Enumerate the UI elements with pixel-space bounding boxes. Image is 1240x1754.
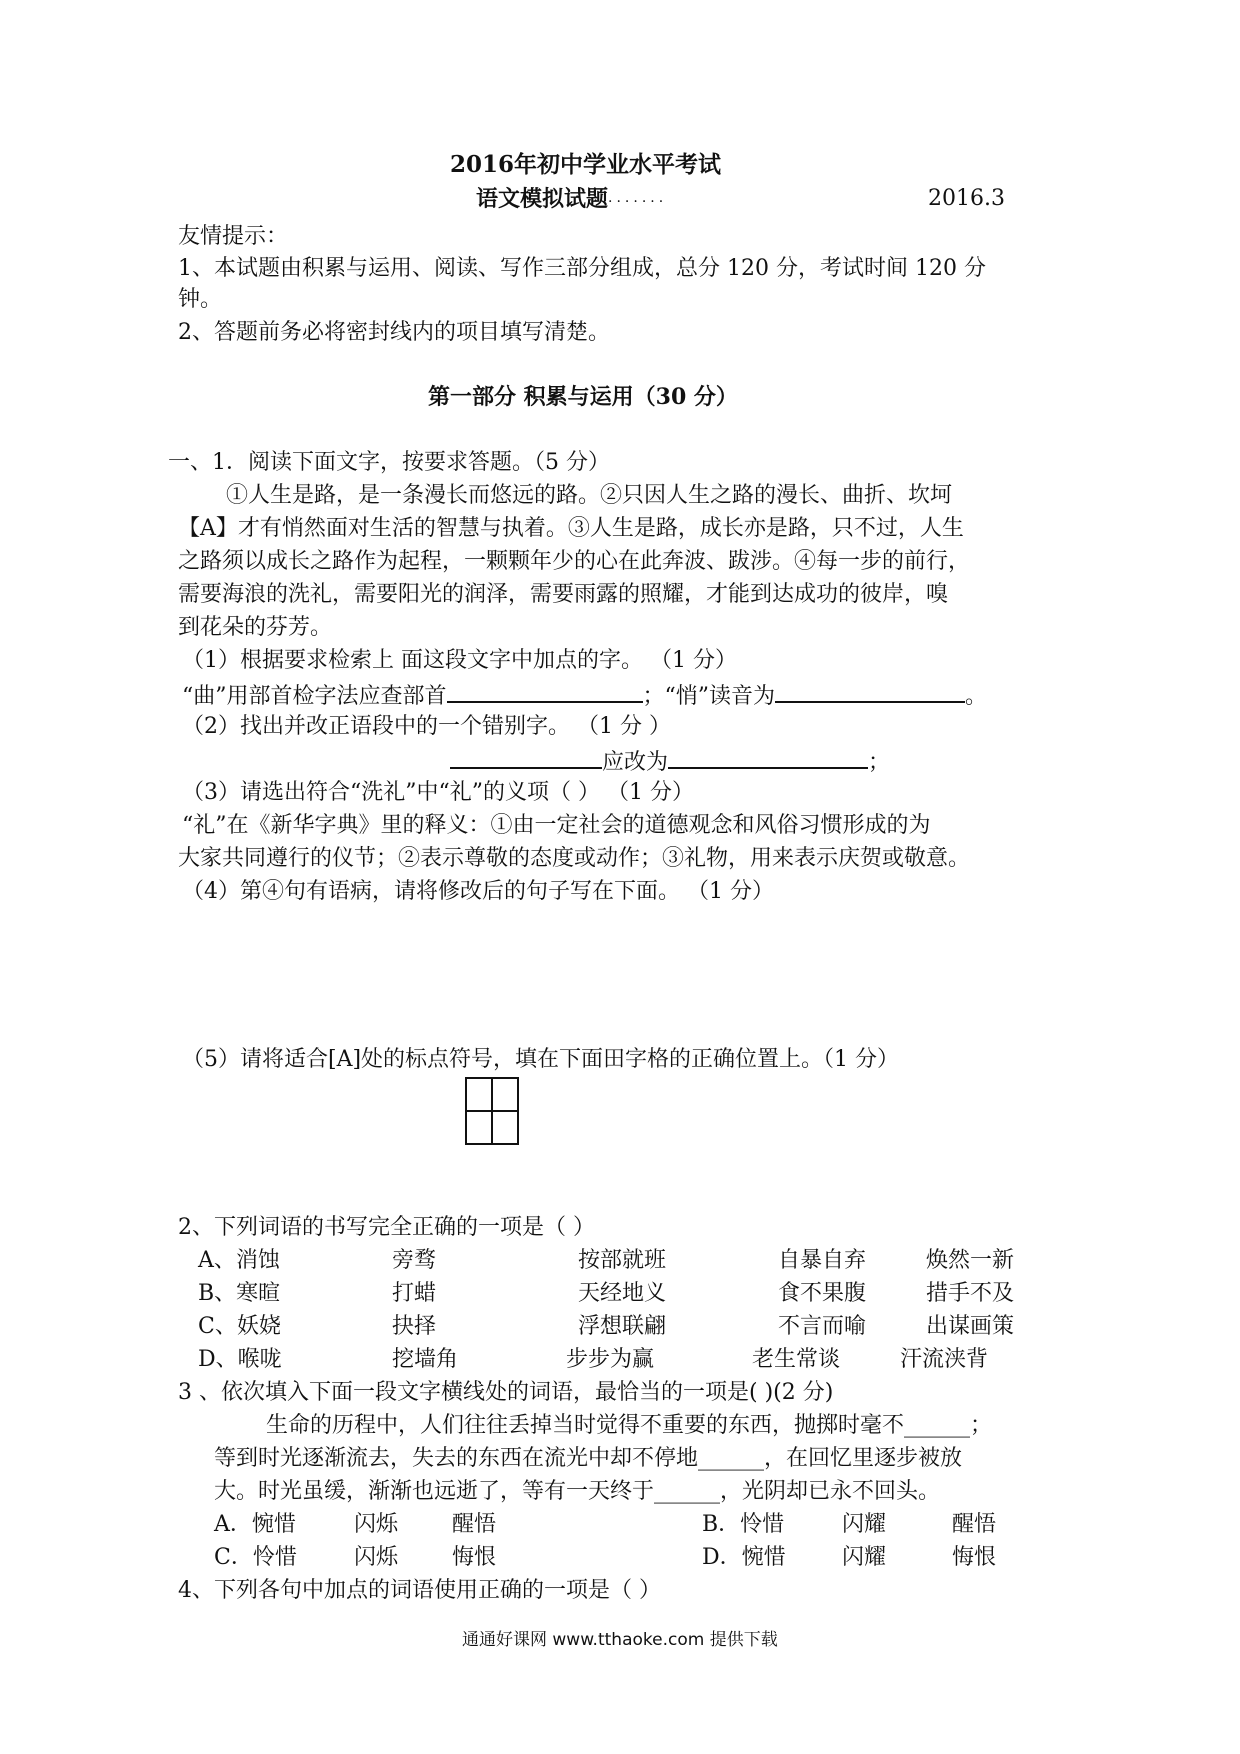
q2-option-b-word-1: B、寒暄 xyxy=(198,1281,281,1306)
q1-sub5: （5）请将适合[A]处的标点符号，填在下面田字格的正确位置上。（1 分） xyxy=(182,1047,900,1072)
q1-sub2-answer-line xyxy=(450,745,890,778)
q3-passage-line-2: 等到时光逐渐流去，失去的东西在流光中却不停地______，在回忆里逐步被放 xyxy=(214,1446,963,1471)
q3-option-c-word-1: C．怜惜 xyxy=(214,1545,297,1570)
q3-passage-line-3: 大。时光虽缓，渐渐也远逝了，等有一天终于______，光阴却已永不回头。 xyxy=(214,1479,941,1504)
q1-stem: 一、1．阅读下面文字，按要求答题。（5 分） xyxy=(168,450,610,475)
q2-option-d-word-2: 挖墙角 xyxy=(392,1347,459,1372)
q1-passage-line-1: ①人生是路，是一条漫长而悠远的路。②只因人生之路的漫长、曲折、坎坷 xyxy=(226,483,953,508)
q2-option-a-word-3: 按部就班 xyxy=(578,1248,667,1273)
q1-sub1-radical-label: “曲”用部首检字法应查部首 xyxy=(182,684,447,709)
q3-passage-line-1: 生命的历程中，人们往往丢掉当时觉得不重要的东西，抛掷时毫不______； xyxy=(266,1413,993,1438)
q1-sub4: （4）第④句有语病，请将修改后的句子写在下面。 （1 分） xyxy=(182,879,774,904)
exam-date: 2016.3 xyxy=(928,186,1005,211)
exam-title: 2016年初中学业水平考试 xyxy=(450,151,722,178)
q1-sub3-definition-2: 大家共同遵行的仪节；②表示尊敬的态度或动作；③礼物，用来表示庆贺或敬意。 xyxy=(178,846,971,871)
q1-passage-line-3: 之路须以成长之路作为起程，一颗颗年少的心在此奔波、跋涉。④每一步的前行， xyxy=(178,549,971,574)
tips-line-1-cont: 钟。 xyxy=(178,287,223,312)
pinyin-answer-blank[interactable] xyxy=(775,679,965,703)
q2-option-c-word-4: 不言而喻 xyxy=(778,1314,867,1339)
page-footer: 通通好课网 www.tthaoke.com 提供下载 xyxy=(462,1630,778,1650)
tianzi-grid[interactable] xyxy=(465,1077,519,1145)
q2-option-b-word-4: 食不果腹 xyxy=(778,1281,867,1306)
q3-option-d-word-1: D．惋惜 xyxy=(702,1545,786,1570)
exam-subtitle xyxy=(476,184,667,217)
q3-option-b-word-3: 醒悟 xyxy=(952,1512,997,1537)
q4-stem: 4、下列各句中加点的词语使用正确的一项是（ ） xyxy=(178,1578,661,1603)
q3-option-d-word-2: 闪耀 xyxy=(842,1545,887,1570)
q1-sub3: （3）请选出符合“洗礼”中“礼”的义项（ ） （1 分） xyxy=(182,780,694,805)
q2-option-c-word-3: 浮想联翩 xyxy=(578,1314,667,1339)
wrong-char-blank[interactable] xyxy=(450,745,602,769)
q3-option-a-word-3: 醒悟 xyxy=(452,1512,497,1537)
q3-option-b-word-1: B．怜惜 xyxy=(702,1512,785,1537)
q3-option-d-word-3: 悔恨 xyxy=(952,1545,997,1570)
q1-sub4-answer-area[interactable] xyxy=(182,912,1062,1032)
q2-option-d-word-3: 步步为赢 xyxy=(566,1347,655,1372)
q3-option-a-word-1: A．惋惜 xyxy=(214,1512,296,1537)
q2-option-c-word-5: 出谋画策 xyxy=(926,1314,1015,1339)
q1-passage-line-5: 到花朵的芬芳。 xyxy=(178,615,333,640)
q3-option-c-word-2: 闪烁 xyxy=(354,1545,399,1570)
q1-sub1: （1）根据要求检索上 面这段文字中加点的字。 （1 分） xyxy=(182,648,737,673)
tianzi-grid-horizontal-divider xyxy=(465,1110,519,1112)
q1-sub2-change-label: 应改为 xyxy=(602,750,669,775)
q3-option-a-word-2: 闪烁 xyxy=(354,1512,399,1537)
emphasis-dots: ······· xyxy=(608,194,668,210)
q2-option-a-word-1: A、消蚀 xyxy=(198,1248,280,1273)
q2-option-d-word-1: D、喉咙 xyxy=(198,1347,282,1372)
q2-option-a-word-2: 旁骛 xyxy=(392,1248,437,1273)
q2-option-c-word-1: C、妖娆 xyxy=(198,1314,281,1339)
q1-sub3-definition-1: “礼”在《新华字典》里的释义：①由一定社会的道德观念和风俗习惯形成的为 xyxy=(182,813,931,838)
q3-stem: 3 、依次填入下面一段文字横线处的词语，最恰当的一项是( )(2 分) xyxy=(178,1380,834,1405)
exam-subtitle-text: 语文模拟试题 xyxy=(476,186,609,212)
q2-option-a-word-5: 焕然一新 xyxy=(926,1248,1015,1273)
q2-option-b-word-5: 措手不及 xyxy=(926,1281,1015,1306)
q2-option-c-word-2: 抉择 xyxy=(392,1314,437,1339)
tips-heading: 友情提示： xyxy=(178,224,289,249)
q1-passage-line-4: 需要海浪的洗礼，需要阳光的润泽，需要雨露的照耀，才能到达成功的彼岸，嗅 xyxy=(178,582,949,607)
part1-heading: 第一部分 积累与运用（30 分） xyxy=(428,384,738,410)
tips-line-2: 2、答题前务必将密封线内的项目填写清楚。 xyxy=(178,320,610,345)
q1-sub1-end: 。 xyxy=(965,684,988,709)
radical-answer-blank[interactable] xyxy=(447,679,643,703)
tips-line-1: 1、本试题由积累与运用、阅读、写作三部分组成，总分 120 分，考试时间 120 分 xyxy=(178,256,986,281)
q1-passage-line-2: 【A】才有悄然面对生活的智慧与执着。③人生是路，成长亦是路，只不过，人生 xyxy=(178,516,964,541)
q3-option-c-word-3: 悔恨 xyxy=(452,1545,497,1570)
q2-option-d-word-5: 汗流浃背 xyxy=(900,1347,989,1372)
q1-sub2-end: ； xyxy=(868,750,891,775)
q2-option-a-word-4: 自暴自弃 xyxy=(778,1248,867,1273)
q2-stem: 2、下列词语的书写完全正确的一项是（ ） xyxy=(178,1215,595,1240)
correct-char-blank[interactable] xyxy=(668,745,868,769)
q2-option-b-word-2: 打蜡 xyxy=(392,1281,437,1306)
q2-option-d-word-4: 老生常谈 xyxy=(752,1347,841,1372)
q2-option-b-word-3: 天经地义 xyxy=(578,1281,667,1306)
q3-option-b-word-2: 闪耀 xyxy=(842,1512,887,1537)
q1-sub2: （2）找出并改正语段中的一个错别字。 （1 分 ） xyxy=(182,714,671,739)
q1-sub1-pinyin-label: ；“悄”读音为 xyxy=(642,684,775,709)
q1-sub1-answer-line xyxy=(182,679,987,712)
